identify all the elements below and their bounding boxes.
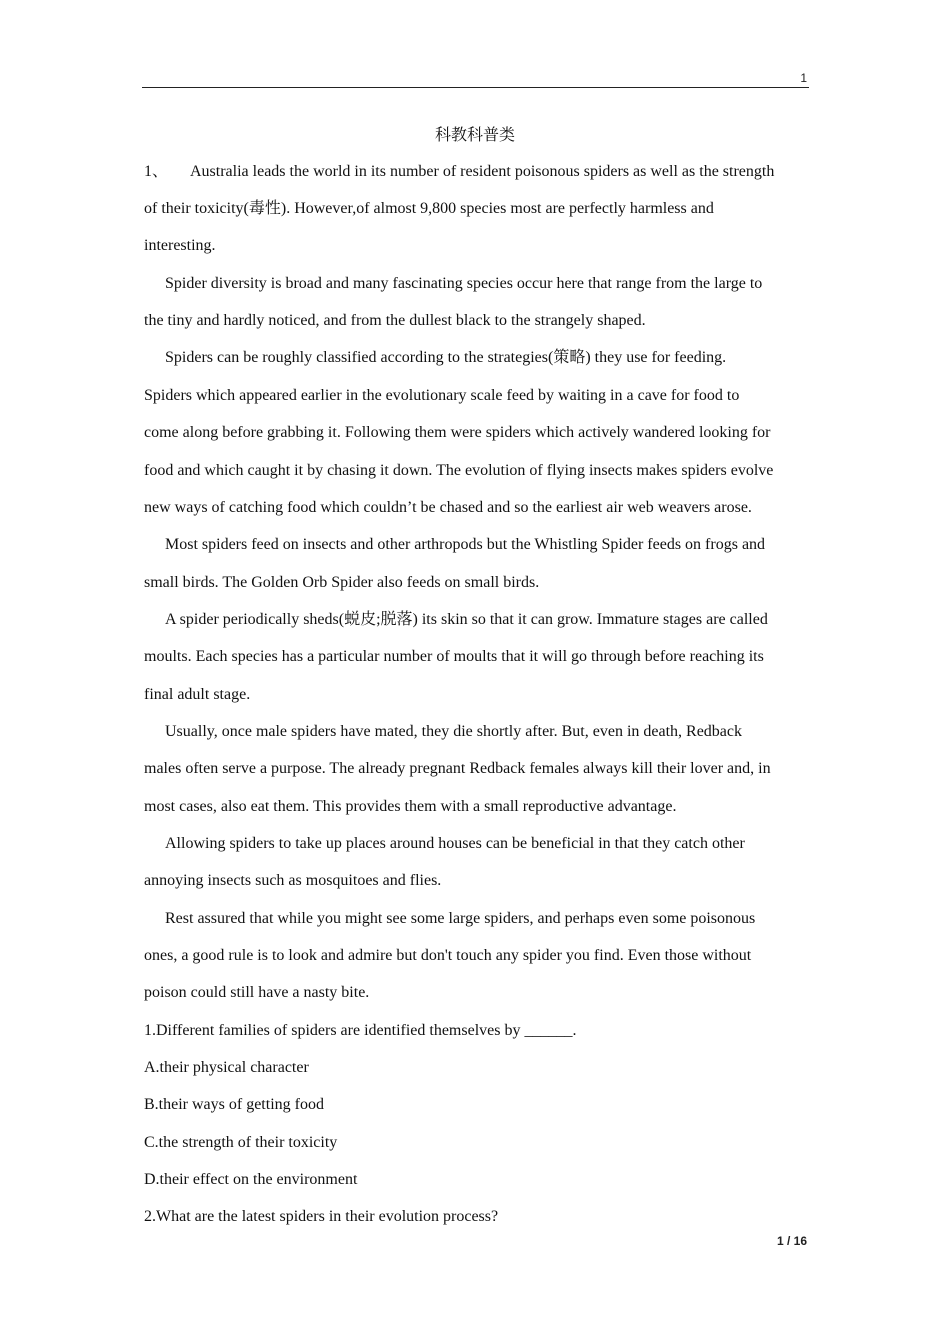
passage-line: Spiders can be roughly classified according to the strategies(策略) they use for feeding. <box>165 349 727 366</box>
passage-line: most cases, also eat them. This provides them with a small reproductive advantage. <box>144 798 677 815</box>
passage-line: Usually, once male spiders have mated, they die shortly after. But, even in death, Redback <box>165 723 743 740</box>
passage-line: poison could still have a nasty bite. <box>144 984 370 1001</box>
passage-line <box>144 162 774 182</box>
passage-line: Spiders which appeared earlier in the evolutionary scale feed by waiting in a cave for food to <box>144 387 740 404</box>
passage-line-text: Australia leads the world in its number of resident poisonous spiders as well as the strength <box>190 163 775 180</box>
passage-line: Allowing spiders to take up places around houses can be beneficial in that they catch other <box>165 835 745 852</box>
footer-page-indicator: 1 / 16 <box>776 1234 807 1248</box>
answer-option: A.their physical character <box>144 1059 309 1076</box>
passage-line: come along before grabbing it. Following them were spiders which actively wandered looking for <box>144 424 771 441</box>
passage-line: moults. Each species has a particular number of moults that it will go through before reaching its <box>144 648 764 665</box>
passage-line: food and which caught it by chasing it down. The evolution of flying insects makes spiders evolve <box>144 462 774 479</box>
passage-line: A spider periodically sheds(蜕皮;脱落) its skin so that it can grow. Immature stages are called <box>165 611 768 628</box>
question-stem: 2.What are the latest spiders in their evolution process? <box>144 1208 499 1225</box>
passage-line: the tiny and hardly noticed, and from the dullest black to the strangely shaped. <box>144 312 646 329</box>
header-page-number: 1 <box>800 71 807 85</box>
answer-option: D.their effect on the environment <box>144 1171 358 1188</box>
passage-number: 1、 <box>144 163 169 180</box>
passage-line: ones, a good rule is to look and admire but don't touch any spider you find. Even those without <box>144 947 752 964</box>
answer-option: B.their ways of getting food <box>144 1096 324 1113</box>
passage-line: small birds. The Golden Orb Spider also feeds on small birds. <box>144 574 540 591</box>
passage-line: Spider diversity is broad and many fascinating species occur here that range from the large to <box>165 275 763 292</box>
passage-line: males often serve a purpose. The already pregnant Redback females always kill their lover and, in <box>144 760 771 777</box>
question-stem: 1.Different families of spiders are identified themselves by ______. <box>144 1022 577 1039</box>
passage-line: Rest assured that while you might see some large spiders, and perhaps even some poisonous <box>165 910 756 927</box>
document-title: 科教科普类 <box>434 125 515 144</box>
passage-line: annoying insects such as mosquitoes and flies. <box>144 872 442 889</box>
passage-line: of their toxicity(毒性). However,of almost 9,800 species most are perfectly harmless and <box>144 200 714 217</box>
passage-line: final adult stage. <box>144 686 251 703</box>
passage-line: Most spiders feed on insects and other arthropods but the Whistling Spider feeds on frogs and <box>165 536 766 553</box>
header-rule <box>142 87 809 88</box>
passage-line: new ways of catching food which couldn’t be chased and so the earliest air web weavers arose. <box>144 499 752 516</box>
answer-option: C.the strength of their toxicity <box>144 1134 338 1151</box>
passage-line: interesting. <box>144 237 216 254</box>
